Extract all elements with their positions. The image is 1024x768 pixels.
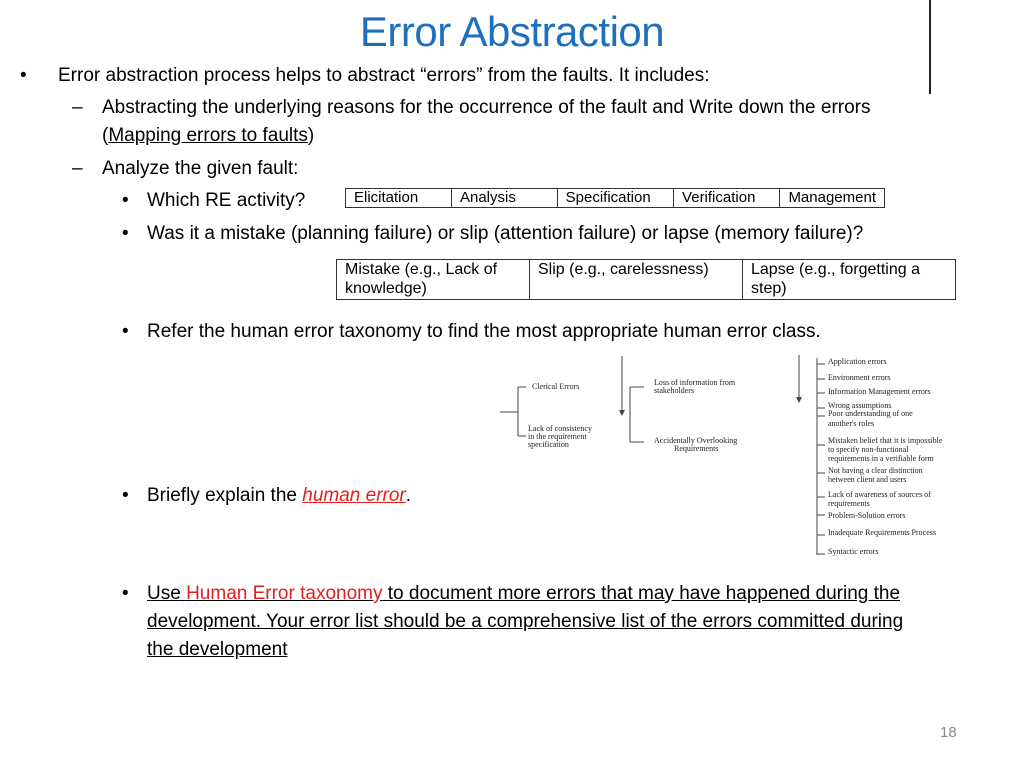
mistake-class-label: Lack of awareness of sources of xyxy=(828,490,931,499)
mapping-errors-link[interactable]: Mapping errors to faults xyxy=(108,125,308,146)
error-types-table xyxy=(336,259,956,300)
human-error-taxonomy-diagram xyxy=(496,350,966,565)
sub-explain-human-error xyxy=(147,482,411,510)
mistake-class-label: Application errors xyxy=(828,357,887,366)
clerical-errors-label: Clerical Errors xyxy=(532,382,580,391)
mistake-class-label: between client and users xyxy=(828,475,907,484)
sub-document-errors-line1 xyxy=(147,580,900,608)
bullet-dot-icon: • xyxy=(122,321,129,342)
activity-cell: Verification xyxy=(674,189,780,208)
re-activities-table xyxy=(345,188,885,208)
mistake-class-label: Inadequate Requirements Process xyxy=(828,528,936,537)
use-text: Use xyxy=(147,583,187,604)
bullet-dot-icon: • xyxy=(122,583,129,604)
sub-taxonomy: Refer the human error taxonomy to find the most appropriate human error class. xyxy=(147,321,821,342)
sub-mistake-slip-lapse: Was it a mistake (planning failure) or slip (attention failure) or lapse (memory failure)? xyxy=(147,223,864,244)
mistake-class-label: another's roles xyxy=(828,419,875,428)
loss-of-info-label: Loss of information from xyxy=(654,378,736,387)
loss-of-info-label: stakeholders xyxy=(654,386,694,395)
lapse-bracket xyxy=(630,387,644,442)
slip-cell xyxy=(530,260,743,300)
explain-text: Briefly explain the xyxy=(147,485,303,506)
bullet-dot-icon: • xyxy=(122,190,129,211)
human-error-taxonomy-link[interactable]: Human Error taxonomy xyxy=(186,583,388,604)
bullet-error-abstraction: Error abstraction process helps to abstract “errors” from the faults. It includes: xyxy=(58,65,710,86)
slip-text: Slip (e.g., carelessness) xyxy=(538,261,709,278)
mistake-class-label: to specify non-functional xyxy=(828,445,909,454)
mistake-class-label: Information Management errors xyxy=(828,387,931,396)
consistency-label: in the requirement xyxy=(528,432,587,441)
lapse-cell xyxy=(743,260,956,300)
mistake-class-label: Poor understanding of one xyxy=(828,409,913,418)
explain-period: . xyxy=(405,485,412,506)
sub-document-errors-line2: development. Your error list should be a comprehensive list of the errors committed during xyxy=(147,611,904,632)
mistake-class-label: Problem-Solution errors xyxy=(828,511,906,520)
mistake-text: knowledge) xyxy=(345,280,427,297)
page-number: 18 xyxy=(940,724,957,741)
paren-close: ) xyxy=(307,125,315,146)
title-divider xyxy=(929,0,931,94)
mistake-class-label: Environment errors xyxy=(828,373,891,382)
consistency-label: Lack of consistency xyxy=(528,424,592,433)
mistake-class-label: requirements xyxy=(828,499,870,508)
lapse-arrowhead-icon xyxy=(619,410,625,416)
activity-cell: Analysis xyxy=(451,189,557,208)
mistake-text: Mistake (e.g., Lack of xyxy=(345,261,498,278)
document-text: to document more errors that may have happened during the xyxy=(387,583,901,604)
dash-icon: – xyxy=(72,158,83,179)
mistake-class-label: Syntactic errors xyxy=(828,547,879,556)
mistake-ticks xyxy=(817,364,825,554)
bullet-dot-icon: • xyxy=(20,65,27,86)
overlooking-label: Requirements xyxy=(674,444,719,453)
lapse-text: Lapse (e.g., forgetting a xyxy=(751,261,920,278)
dash-abstracting-line1: Abstracting the underlying reasons for the occurrence of the fault and Write down the errors xyxy=(102,97,871,118)
mistake-class-label: Mistaken belief that it is impossible xyxy=(828,436,943,445)
mistake-class-label: Not having a clear distinction xyxy=(828,466,923,475)
sub-document-errors-line3: the development xyxy=(147,639,288,660)
bullet-dot-icon: • xyxy=(122,485,129,506)
activity-cell: Elicitation xyxy=(346,189,452,208)
mistake-class-label: requirements in a verifiable form xyxy=(828,454,934,463)
activity-cell: Management xyxy=(780,189,885,208)
activity-cell: Specification xyxy=(557,189,673,208)
consistency-label: specification xyxy=(528,440,569,449)
slip-connector xyxy=(500,387,526,436)
dash-icon: – xyxy=(72,97,83,118)
mistake-class-label: Wrong assumptions xyxy=(828,401,892,410)
sub-re-activity: Which RE activity? xyxy=(147,190,306,211)
dash-abstracting-line2 xyxy=(102,122,314,150)
overlooking-label: Accidentally Overlooking xyxy=(654,436,738,445)
dash-analyze: Analyze the given fault: xyxy=(102,158,299,179)
lapse-text: step) xyxy=(751,280,787,297)
mistake-arrowhead-icon xyxy=(796,397,802,403)
mistake-cell xyxy=(337,260,530,300)
paren-open: ( xyxy=(102,125,109,146)
human-error-link[interactable]: human error xyxy=(302,485,406,506)
bullet-dot-icon: • xyxy=(122,223,129,244)
slide-title: Error Abstraction xyxy=(359,8,665,55)
